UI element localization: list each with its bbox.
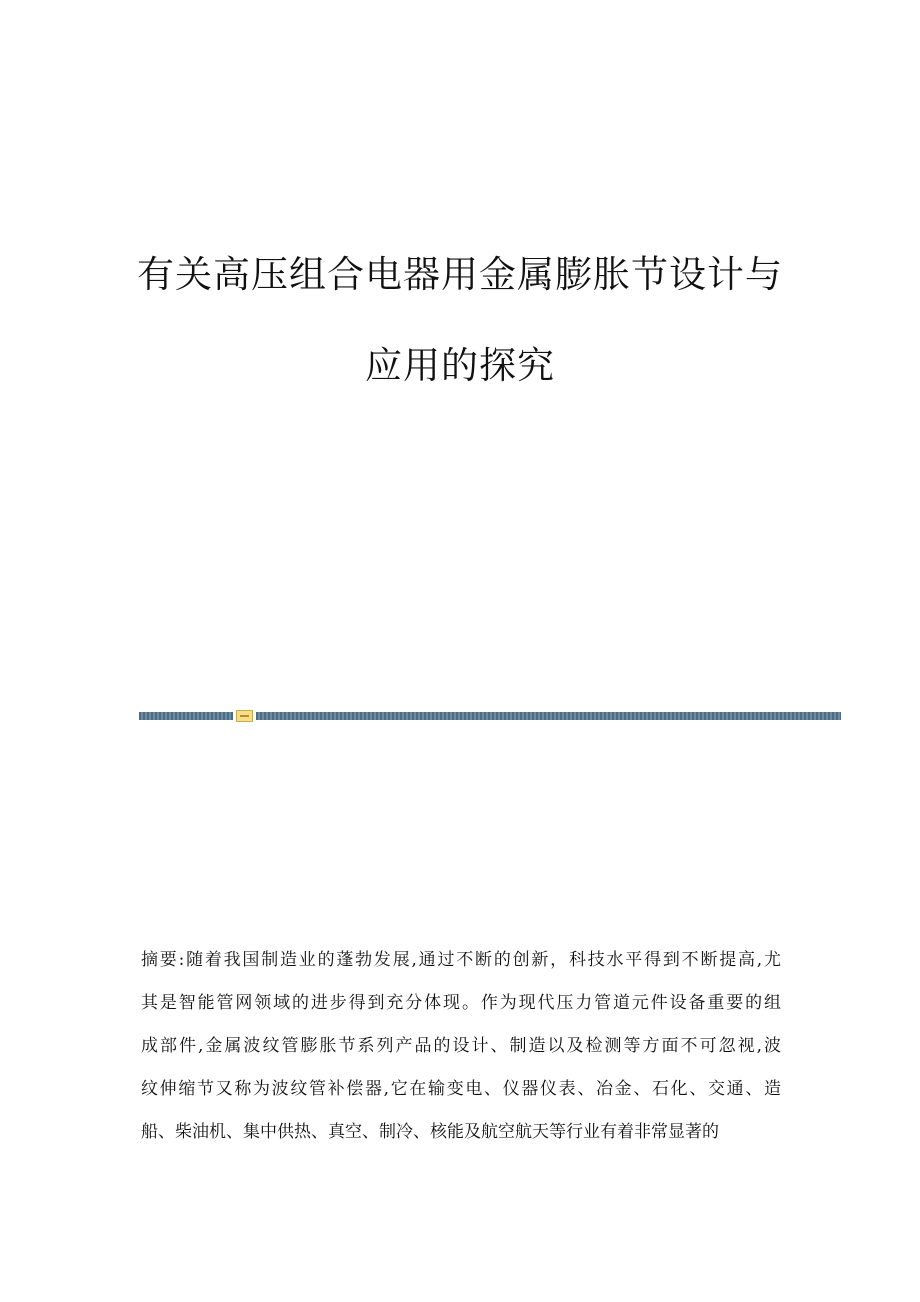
title-line-1: 有关高压组合电器用金属膨胀节设计与 <box>137 253 783 296</box>
abstract-line: 纹伸缩节又称为波纹管补偿器,它在输变电、仪器仪表、冶金、石化、交通、造 <box>141 1079 781 1099</box>
divider-bar-right <box>256 712 841 720</box>
divider-ornament-icon <box>236 710 253 722</box>
title-line-2: 应用的探究 <box>365 344 555 387</box>
abstract-line: 船、柴油机、集中供热、真空、制冷、核能及航空航天等行业有着非常显著的 <box>141 1122 719 1142</box>
section-divider <box>139 712 841 720</box>
abstract-line: 摘要:随着我国制造业的蓬勃发展,通过不断的创新，科技水平得到不断提高,尤 <box>141 950 781 970</box>
abstract-line: 成部件,金属波纹管膨胀节系列产品的设计、制造以及检测等方面不可忽视,波 <box>141 1036 781 1056</box>
divider-bar-left <box>139 712 233 720</box>
abstract-line: 其是智能管网领域的进步得到充分体现。作为现代压力管道元件设备重要的组 <box>141 993 781 1013</box>
abstract-paragraph <box>141 950 781 1165</box>
document-title <box>0 253 920 387</box>
